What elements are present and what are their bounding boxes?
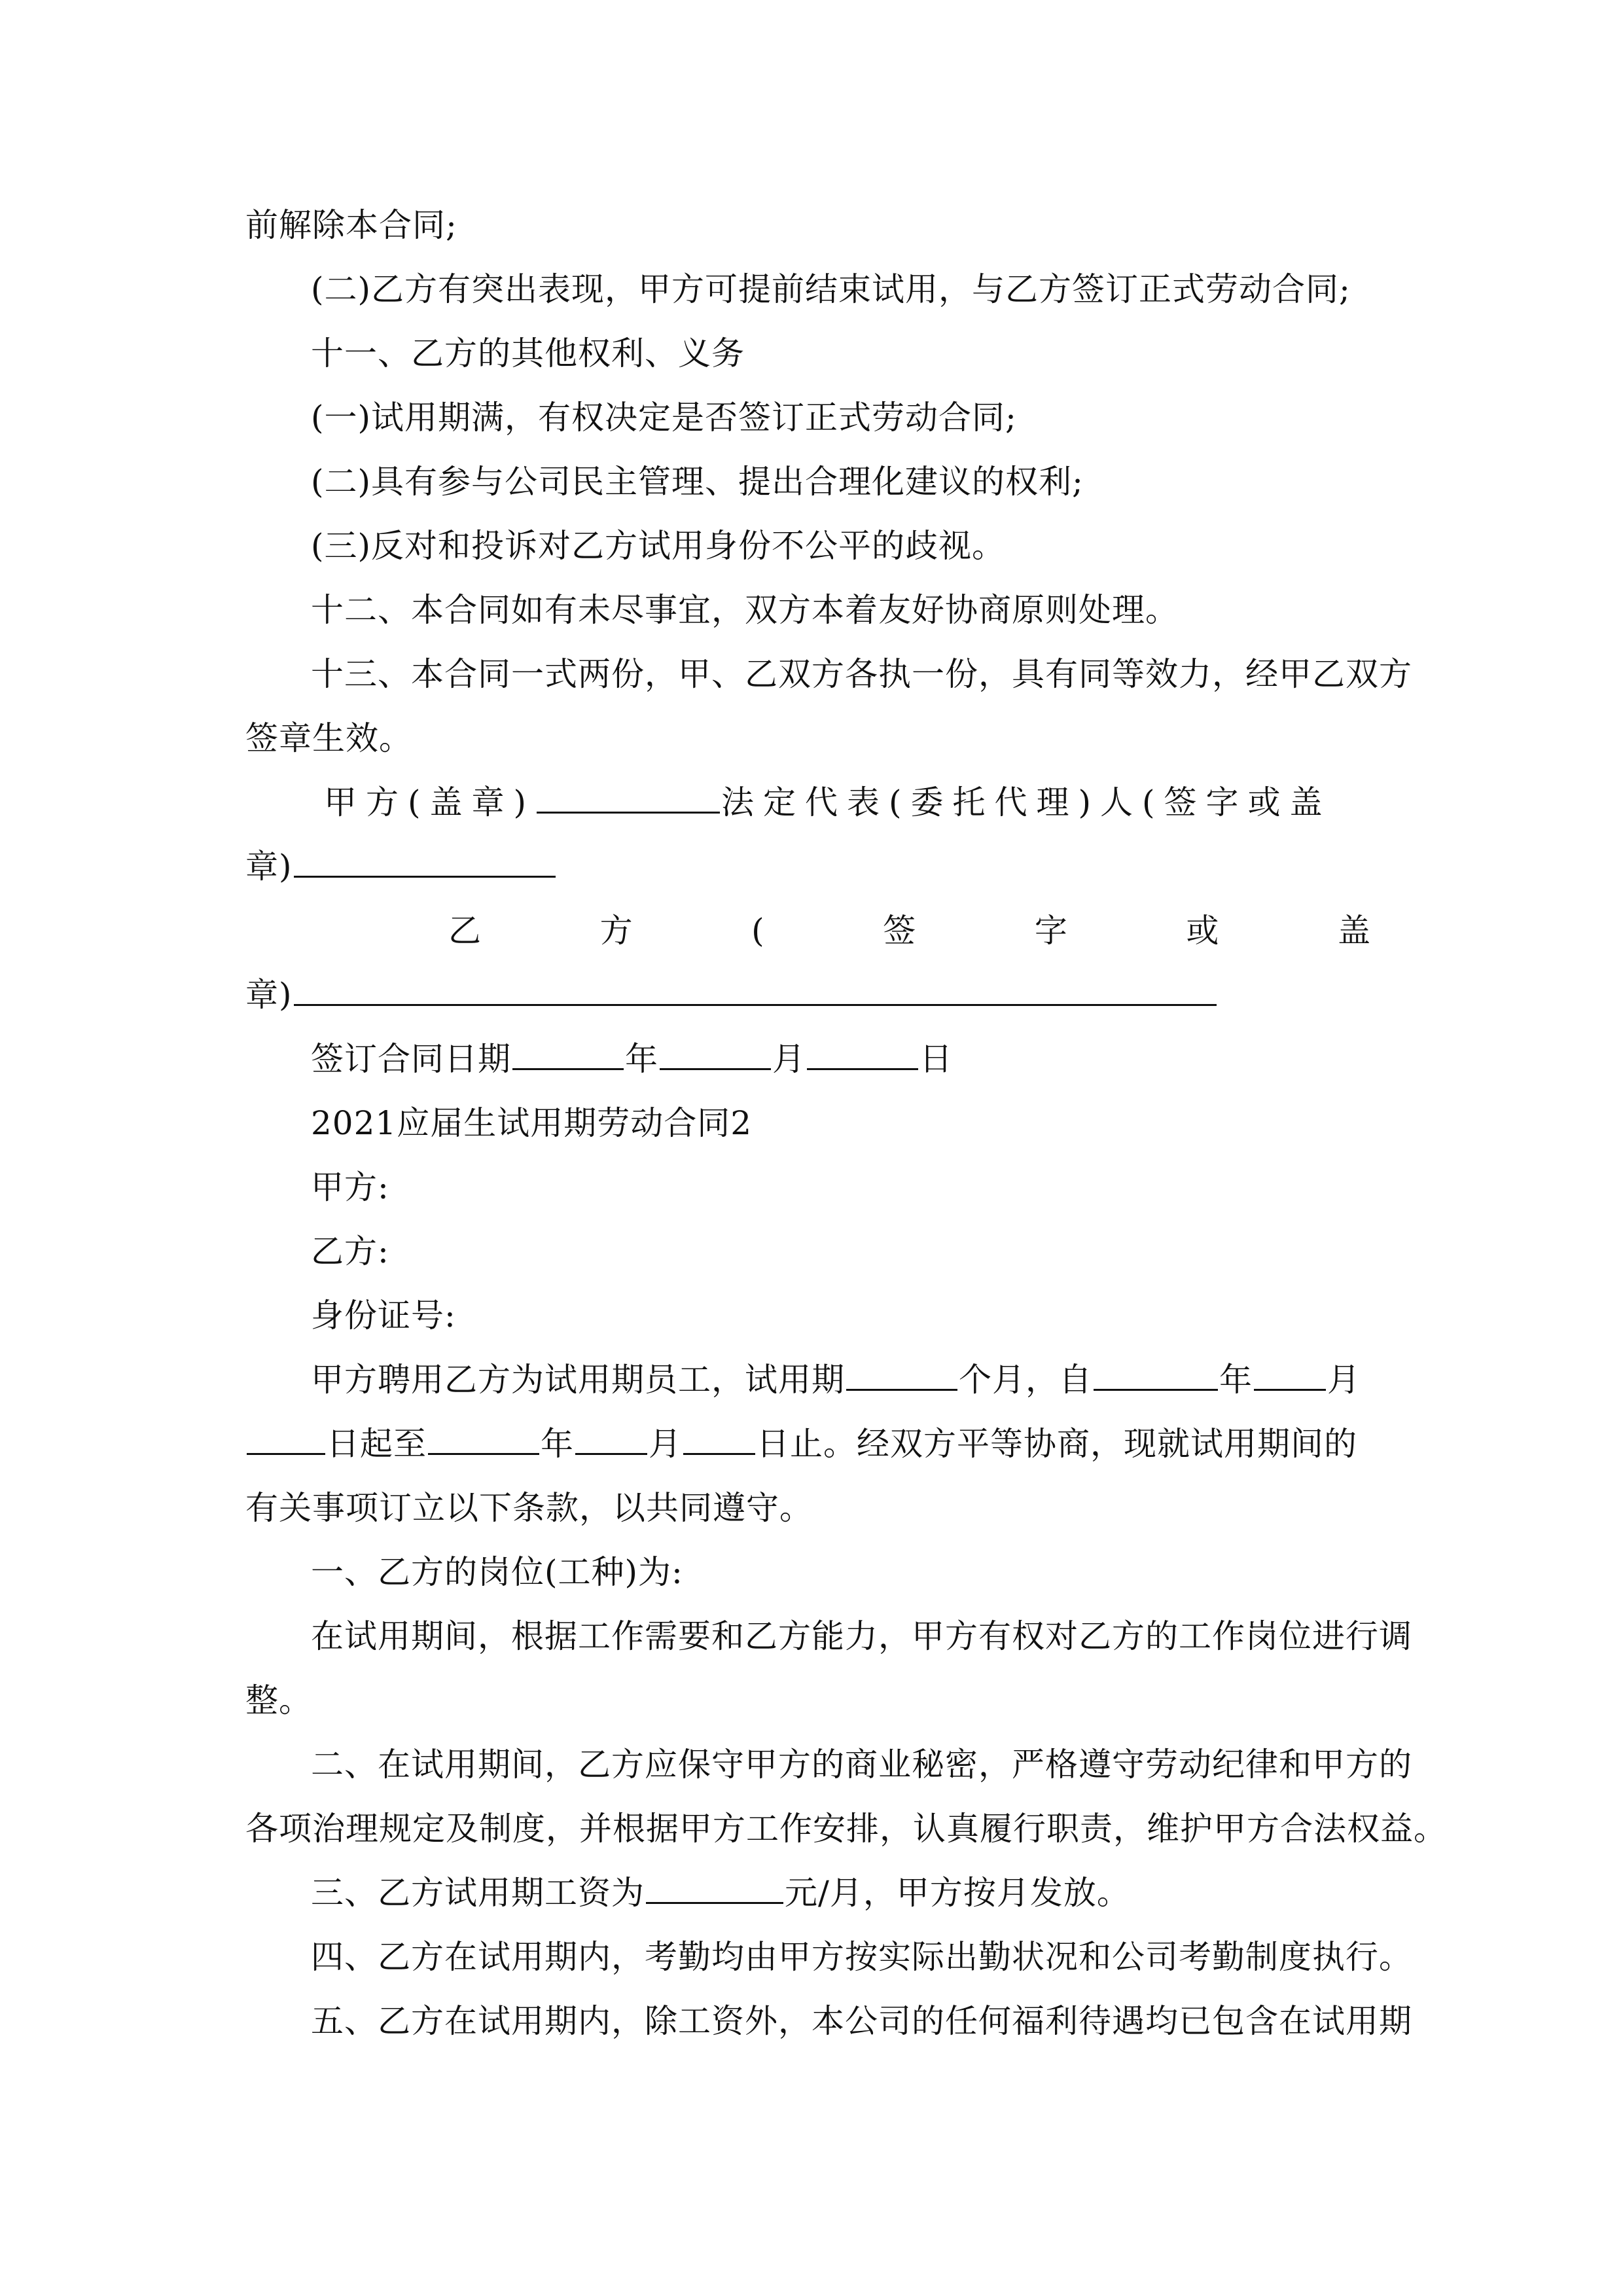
label-char: 或 <box>1186 912 1220 950</box>
start-month-blank[interactable] <box>1254 1350 1326 1391</box>
paragraph-line: 前解除本合同; <box>245 206 457 244</box>
clause-10-2: (二)乙方有突出表现，甲方可提前结束试用，与乙方签订正式劳动合同; <box>311 270 1351 308</box>
article-2: 二、在试用期间，乙方应保守甲方的商业秘密，严格遵守劳动纪律和甲方的 <box>311 1746 1412 1784</box>
party-b-label-cont: 章) <box>245 976 293 1014</box>
clause-11-1: (一)试用期满，有权决定是否签订正式劳动合同; <box>311 399 1017 437</box>
party-b-field: 乙方: <box>311 1232 389 1270</box>
party-a-field: 甲方: <box>311 1168 389 1206</box>
label-char: 签 <box>883 912 917 950</box>
article-2-cont: 各项治理规定及制度，并根据甲方工作安排，认真履行职责，维护甲方合法权益。 <box>245 1810 1447 1848</box>
start-year-label: 年 <box>1219 1361 1253 1399</box>
months-label: 个月，自 <box>959 1361 1092 1399</box>
signing-date-line <box>245 1027 1371 1091</box>
end-month-label: 月 <box>649 1425 682 1463</box>
probation-text: 甲方聘用乙方为试用期员工，试用期 <box>311 1361 845 1399</box>
start-month-label: 月 <box>1327 1361 1361 1399</box>
clause-11-2: (二)具有参与公司民主管理、提出合理化建议的权利; <box>311 463 1084 501</box>
signing-date-label: 签订合同日期 <box>311 1040 511 1078</box>
day-label: 日 <box>919 1040 953 1078</box>
start-day-blank[interactable] <box>247 1414 325 1455</box>
article-5: 五、乙方在试用期内，除工资外，本公司的任何福利待遇均已包含在试用期 <box>311 2002 1412 2040</box>
label-char: 字 <box>1034 912 1068 950</box>
section-12: 十二、本合同如有未尽事宜，双方本着友好协商原则处理。 <box>311 591 1179 629</box>
party-b-signature-blank[interactable] <box>294 965 1217 1006</box>
section-13-cont: 签章生效。 <box>245 719 412 757</box>
salary-label: 三、乙方试用期工资为 <box>311 1874 645 1912</box>
legal-rep-label-cont: 章) <box>245 848 293 886</box>
article-4: 四、乙方在试用期内，考勤均由甲方按实际出勤状况和公司考勤制度执行。 <box>311 1938 1412 1976</box>
until-label: 日起至 <box>327 1425 427 1463</box>
label-char: ( <box>751 912 765 950</box>
months-blank[interactable] <box>846 1350 957 1391</box>
label-char: 盖 <box>1337 912 1371 950</box>
contract-page <box>245 193 1447 2053</box>
label-char: 方 <box>599 912 633 950</box>
month-label: 月 <box>772 1040 806 1078</box>
end-day-text: 日止。经双方平等协商，现就试用期间的 <box>757 1425 1357 1463</box>
probation-term-line-cont <box>245 1412 1371 1476</box>
legal-rep-signature-line <box>245 834 1371 899</box>
label-char: 乙 <box>448 912 482 950</box>
article-3 <box>245 1861 1371 1925</box>
legal-rep-signature-blank[interactable] <box>294 836 556 878</box>
start-year-blank[interactable] <box>1094 1350 1218 1391</box>
year-blank[interactable] <box>512 1029 624 1070</box>
section-13: 十三、本合同一式两份，甲、乙双方各执一份，具有同等效力，经甲乙双方 <box>311 655 1412 693</box>
party-b-signature-line <box>245 963 1371 1027</box>
end-month-blank[interactable] <box>575 1414 647 1455</box>
article-1-body: 在试用期间，根据工作需要和乙方能力，甲方有权对乙方的工作岗位进行调 <box>311 1617 1412 1655</box>
year-label: 年 <box>625 1040 658 1078</box>
party-b-signature-label <box>245 899 1371 963</box>
section-11-heading: 十一、乙方的其他权利、义务 <box>311 334 745 372</box>
id-number-field: 身份证号: <box>311 1297 456 1335</box>
probation-term-line <box>245 1348 1371 1412</box>
party-a-signature-line <box>245 770 1371 834</box>
contract-2-title: 2021应届生试用期劳动合同2 <box>311 1104 753 1142</box>
end-year-blank[interactable] <box>428 1414 539 1455</box>
end-day-blank[interactable] <box>683 1414 755 1455</box>
end-year-label: 年 <box>541 1425 574 1463</box>
party-a-seal-blank[interactable] <box>537 772 720 814</box>
party-a-seal-label: 甲方(盖章) <box>324 783 536 821</box>
clause-11-3: (三)反对和投诉对乙方试用身份不公平的歧视。 <box>311 527 1006 565</box>
day-blank[interactable] <box>807 1029 918 1070</box>
month-blank[interactable] <box>660 1029 771 1070</box>
article-1-body-cont: 整。 <box>245 1681 312 1719</box>
legal-rep-label: 法定代表(委托代理)人(签字或盖 <box>721 783 1332 821</box>
salary-unit: 元/月，甲方按月发放。 <box>785 1874 1130 1912</box>
salary-blank[interactable] <box>646 1863 783 1904</box>
paragraph-line: 有关事项订立以下条款，以共同遵守。 <box>245 1489 813 1527</box>
article-1: 一、乙方的岗位(工种)为: <box>311 1553 683 1591</box>
